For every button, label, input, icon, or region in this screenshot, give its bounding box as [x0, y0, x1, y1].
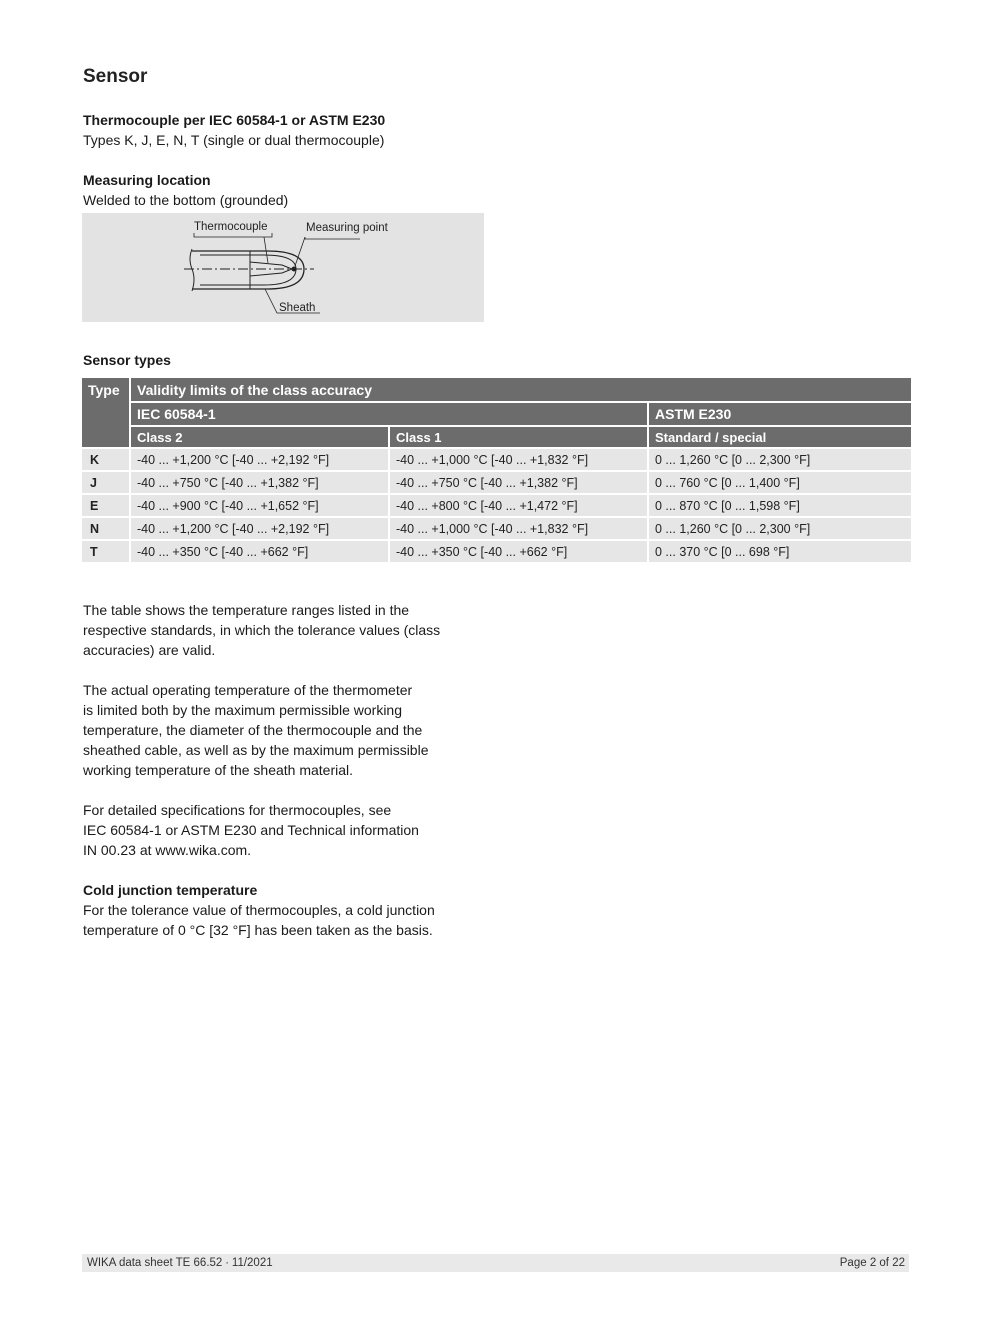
paragraph-line: For the tolerance value of thermocouples, a cold junction [83, 902, 435, 918]
cell-type: K [82, 449, 129, 470]
cell-astm: 0 ... 1,260 °C [0 ... 2,300 °F] [649, 449, 911, 470]
measuring-location-text: Welded to the bottom (grounded) [83, 192, 289, 208]
cell-astm: 0 ... 760 °C [0 ... 1,400 °F] [649, 472, 911, 493]
sheath-outer-line [192, 251, 304, 289]
cell-class2: -40 ... +1,200 °C [-40 ... +2,192 °F] [131, 449, 388, 470]
paragraph-line: is limited both by the maximum permissible working [83, 702, 402, 718]
thermocouple-text: Types K, J, E, N, T (single or dual thermocouple) [83, 132, 385, 148]
paragraph-ranges [83, 600, 483, 660]
thermocouple-section [83, 110, 503, 150]
label-sheath: Sheath [279, 302, 316, 314]
footer-page-number: Page 2 of 22 [839, 1257, 905, 1269]
paragraph-line: IEC 60584-1 or ASTM E230 and Technical information [83, 822, 419, 838]
cell-astm: 0 ... 870 °C [0 ... 1,598 °F] [649, 495, 911, 516]
table-row [82, 472, 911, 493]
cell-astm: 0 ... 370 °C [0 ... 698 °F] [649, 541, 911, 562]
cell-type: N [82, 518, 129, 539]
header-validity: Validity limits of the class accuracy [131, 378, 911, 401]
paragraph-line: IN 00.23 at www.wika.com. [83, 842, 252, 858]
paragraph-line: The actual operating temperature of the thermometer [83, 682, 413, 698]
cell-class1: -40 ... +750 °C [-40 ... +1,382 °F] [390, 472, 647, 493]
sheath-inner-line [200, 255, 296, 285]
label-thermocouple: Thermocouple [194, 221, 268, 233]
thermocouple-heading: Thermocouple per IEC 60584-1 or ASTM E230 [83, 112, 386, 128]
paragraph-line: For detailed specifications for thermocouples, see [83, 802, 392, 818]
paragraph-line: temperature of 0 °C [32 °F] has been taken as the basis. [83, 922, 433, 938]
header-astm: ASTM E230 [649, 403, 911, 425]
cell-class2: -40 ... +900 °C [-40 ... +1,652 °F] [131, 495, 388, 516]
footer-document-id: WIKA data sheet TE 66.52 ∙ 11/2021 [87, 1257, 273, 1269]
page-footer [82, 1254, 909, 1272]
cell-astm: 0 ... 1,260 °C [0 ... 2,300 °F] [649, 518, 911, 539]
page-title: Sensor [83, 66, 148, 87]
thermocouple-leader [194, 233, 272, 237]
cell-type: J [82, 472, 129, 493]
header-standard: Standard / special [649, 427, 911, 447]
measuring-point-leader [305, 237, 360, 239]
paragraph-line: The table shows the temperature ranges listed in the [83, 602, 410, 618]
cold-junction-section [83, 880, 503, 940]
paragraph-operating-temperature [83, 680, 483, 780]
cell-class1: -40 ... +1,000 °C [-40 ... +1,832 °F] [390, 449, 647, 470]
measuring-location-diagram [82, 213, 484, 322]
paragraph-line: respective standards, in which the tolerance values (class [83, 622, 441, 638]
paragraph-line: sheathed cable, as well as by the maximum permissible [83, 742, 429, 758]
header-iec: IEC 60584-1 [131, 403, 647, 425]
sensor-types-table [80, 376, 913, 564]
header-type: Type [82, 378, 129, 447]
table-row [82, 541, 911, 562]
header-class1: Class 1 [390, 427, 647, 447]
cell-class2: -40 ... +350 °C [-40 ... +662 °F] [131, 541, 388, 562]
table-row [82, 495, 911, 516]
cell-class2: -40 ... +750 °C [-40 ... +1,382 °F] [131, 472, 388, 493]
break-line [190, 249, 194, 291]
sensor-types-section [83, 350, 503, 370]
thermocouple-drawing [82, 213, 484, 322]
paragraph-line: temperature, the diameter of the thermocouple and the [83, 722, 423, 738]
table-row [82, 449, 911, 470]
paragraph-line: working temperature of the sheath material. [83, 762, 354, 778]
header-class2: Class 2 [131, 427, 388, 447]
sensor-types-heading: Sensor types [83, 352, 171, 368]
paragraph-specifications [83, 800, 483, 860]
measuring-location-section [83, 170, 503, 210]
measuring-location-heading: Measuring location [83, 172, 211, 188]
cell-type: E [82, 495, 129, 516]
cell-class1: -40 ... +800 °C [-40 ... +1,472 °F] [390, 495, 647, 516]
paragraph-line: accuracies) are valid. [83, 642, 216, 658]
cell-type: T [82, 541, 129, 562]
cell-class1: -40 ... +350 °C [-40 ... +662 °F] [390, 541, 647, 562]
cell-class1: -40 ... +1,000 °C [-40 ... +1,832 °F] [390, 518, 647, 539]
cold-junction-heading: Cold junction temperature [83, 882, 258, 898]
table-row [82, 518, 911, 539]
cell-class2: -40 ... +1,200 °C [-40 ... +2,192 °F] [131, 518, 388, 539]
label-measuring-point: Measuring point [306, 222, 388, 234]
